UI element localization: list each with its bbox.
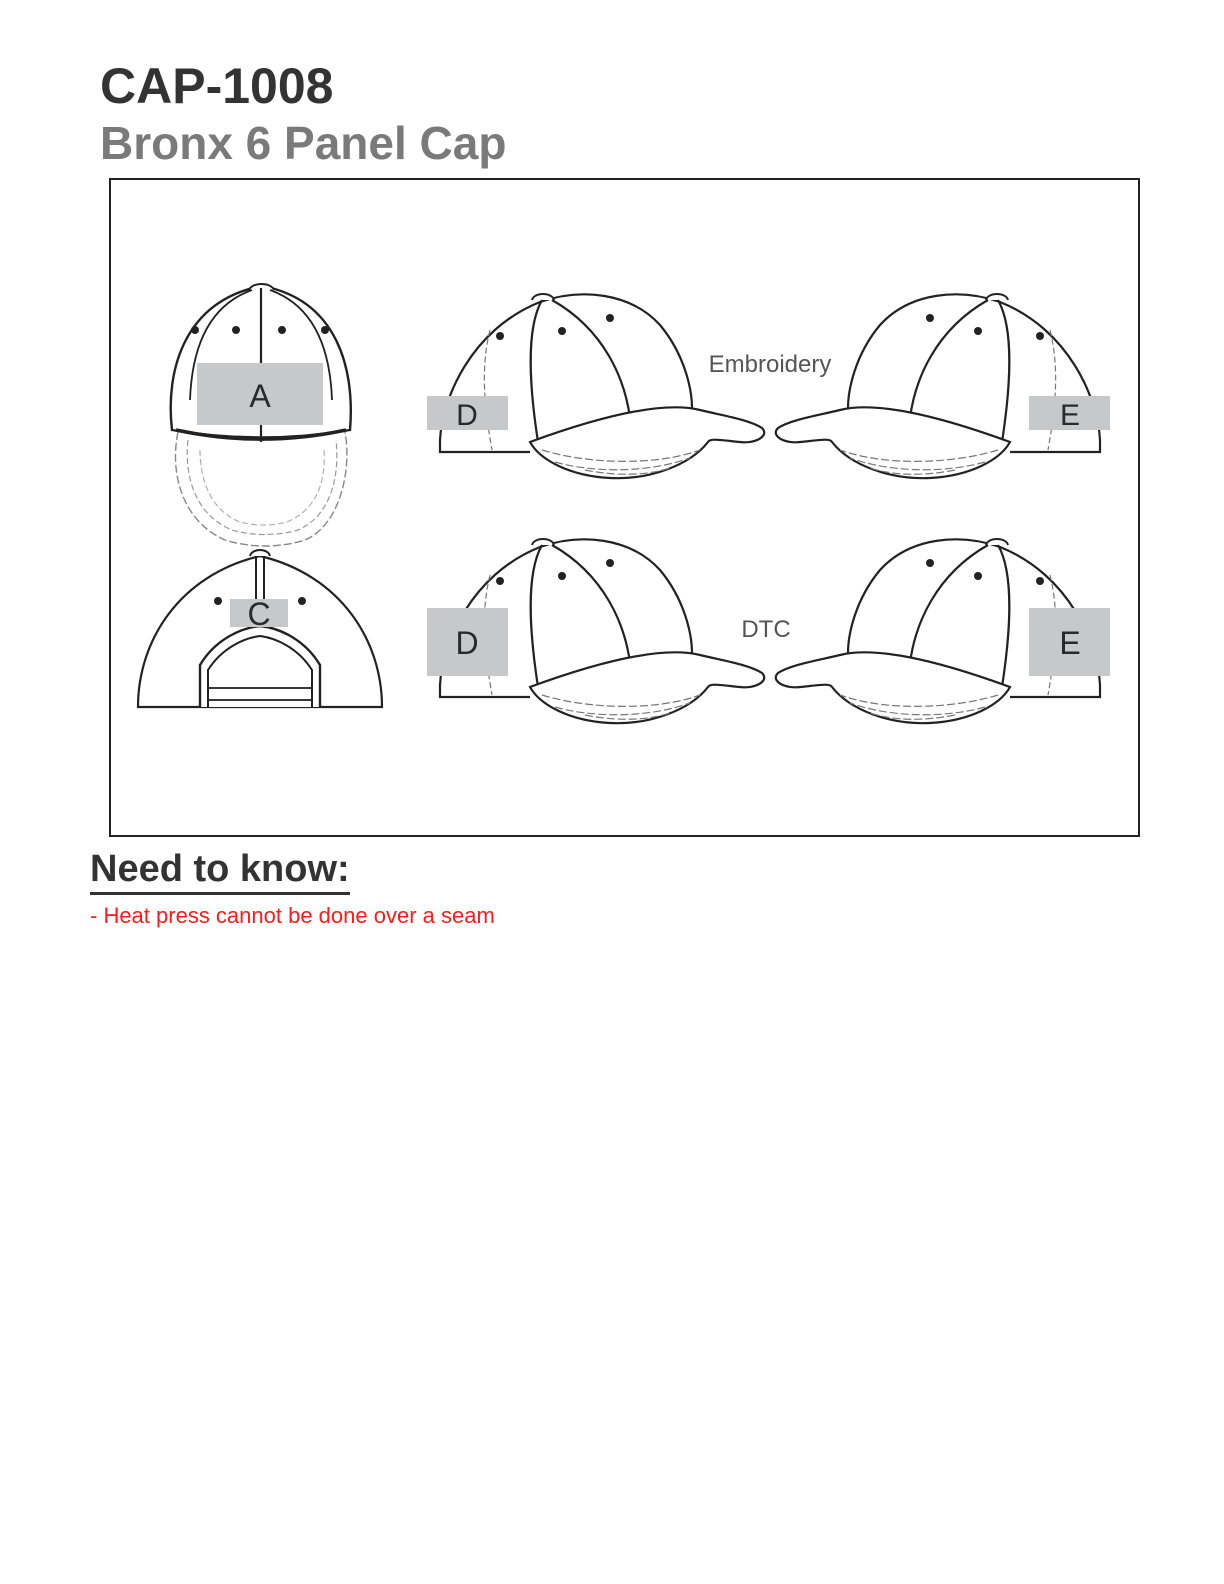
dtc-left-cap <box>427 539 764 723</box>
embroidery-left-cap <box>427 294 764 478</box>
dtc-left-zone-label: D <box>455 625 479 661</box>
front-view-cap <box>171 284 351 546</box>
embroidery-right-cap <box>776 294 1110 478</box>
dtc-method-label: DTC <box>741 616 791 643</box>
back-zone-label: C <box>247 596 271 632</box>
embroidery-left-zone-label: D <box>456 399 478 432</box>
need-to-know-note: - Heat press cannot be done over a seam <box>90 903 495 928</box>
front-zone-label: A <box>249 378 271 414</box>
embroidery-right-zone-label: E <box>1059 399 1081 432</box>
back-view-cap <box>138 550 382 707</box>
dtc-right-zone-label: E <box>1059 625 1081 661</box>
embroidery-method-label: Embroidery <box>708 351 832 378</box>
product-name: Bronx 6 Panel Cap <box>100 117 507 169</box>
product-code: CAP-1008 <box>100 58 334 114</box>
need-to-know-heading: Need to know: <box>90 846 350 895</box>
dtc-right-cap <box>776 539 1110 723</box>
